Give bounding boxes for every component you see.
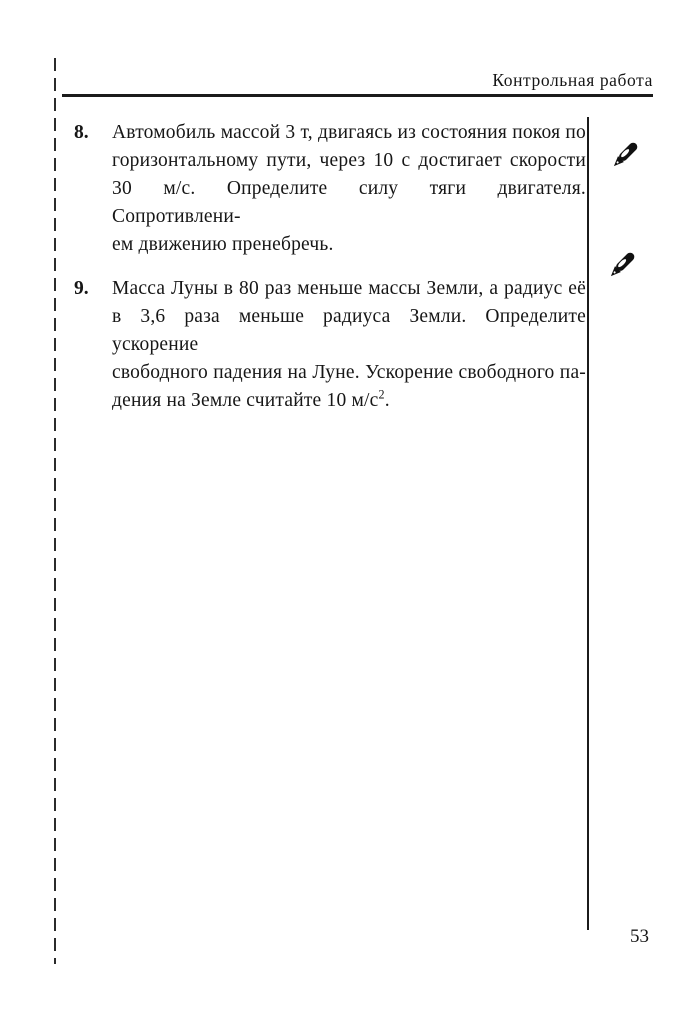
problem-number: 9. xyxy=(74,278,89,299)
problem-text-line: Автомобиль массой 3 т, двигаясь из состояния покоя по xyxy=(112,122,586,143)
problem-text-line: ем движению пренебречь. xyxy=(112,234,334,255)
problem-8 xyxy=(74,119,586,259)
pen-icon xyxy=(603,246,641,284)
line-text-segment: дения на Земле считайте 10 м/с xyxy=(112,390,379,411)
problem-text-line: Масса Луны в 80 раз меньше массы Земли, а радиус её xyxy=(112,278,586,299)
problem-text xyxy=(112,119,586,259)
problem-text-line: в 3,6 раза меньше радиуса Земли. Определите ускорение xyxy=(112,306,586,355)
problem-text-line: свободного падения на Луне. Ускорение свободного па- xyxy=(112,362,586,383)
running-head-title: Контрольная работа xyxy=(492,70,653,90)
problem-number: 8. xyxy=(74,122,89,143)
superscript-exponent: 2 xyxy=(378,387,385,402)
line-text-segment: . xyxy=(384,390,390,411)
problem-text xyxy=(112,275,586,415)
left-margin-dashed-line xyxy=(54,58,56,964)
header-rule xyxy=(62,94,653,97)
problem-text-line xyxy=(112,387,586,415)
page-number: 53 xyxy=(630,926,649,947)
right-vertical-rule xyxy=(587,117,589,930)
pen-icon xyxy=(606,136,644,174)
problem-text-line: 30 м/с. Определите силу тяги двигателя. Сопротивлени- xyxy=(112,178,586,227)
problems-list xyxy=(74,119,586,415)
problem-text-line: горизонтальному пути, через 10 с достигает скорости xyxy=(112,150,586,171)
problem-9 xyxy=(74,275,586,415)
